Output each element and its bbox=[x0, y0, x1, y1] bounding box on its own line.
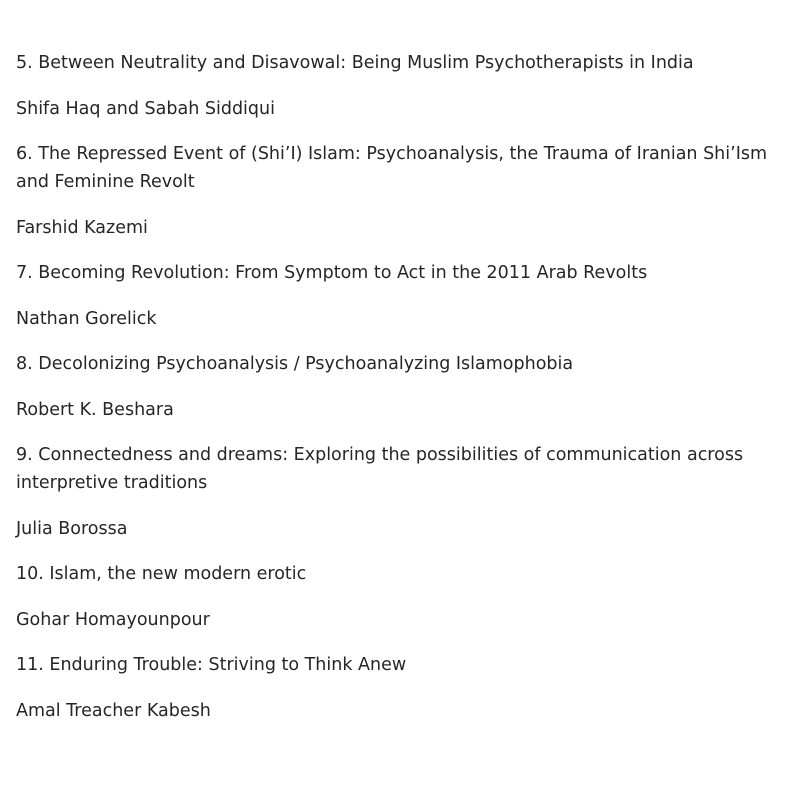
chapter-author: Julia Borossa bbox=[16, 518, 128, 539]
chapter-author: Farshid Kazemi bbox=[16, 217, 148, 238]
chapter-title: 7. Becoming Revolution: From Symptom to Act in the 2011 Arab Revolts bbox=[16, 263, 648, 283]
chapter-author: Gohar Homayounpour bbox=[16, 609, 210, 630]
chapter-author: Nathan Gorelick bbox=[16, 308, 157, 329]
chapter-title: 8. Decolonizing Psychoanalysis / Psychoanalyzing Islamophobia bbox=[16, 354, 574, 374]
chapter-author: Amal Treacher Kabesh bbox=[16, 700, 211, 721]
chapter-author: Robert K. Beshara bbox=[16, 399, 174, 420]
table-of-contents bbox=[16, 49, 786, 742]
chapter-title: 10. Islam, the new modern erotic bbox=[16, 564, 307, 584]
chapter-author: Shifa Haq and Sabah Siddiqui bbox=[16, 98, 275, 119]
chapter-title: 9. Connectedness and dreams: Exploring the possibilities of communication across interpretive traditions bbox=[16, 445, 744, 493]
chapter-title: 11. Enduring Trouble: Striving to Think Anew bbox=[16, 655, 407, 675]
chapter-title: 6. The Repressed Event of (Shi’I) Islam: Psychoanalysis, the Trauma of Iranian Shi’Ism and Feminine Revolt bbox=[16, 144, 768, 192]
chapter-title: 5. Between Neutrality and Disavowal: Being Muslim Psychotherapists in India bbox=[16, 53, 694, 73]
